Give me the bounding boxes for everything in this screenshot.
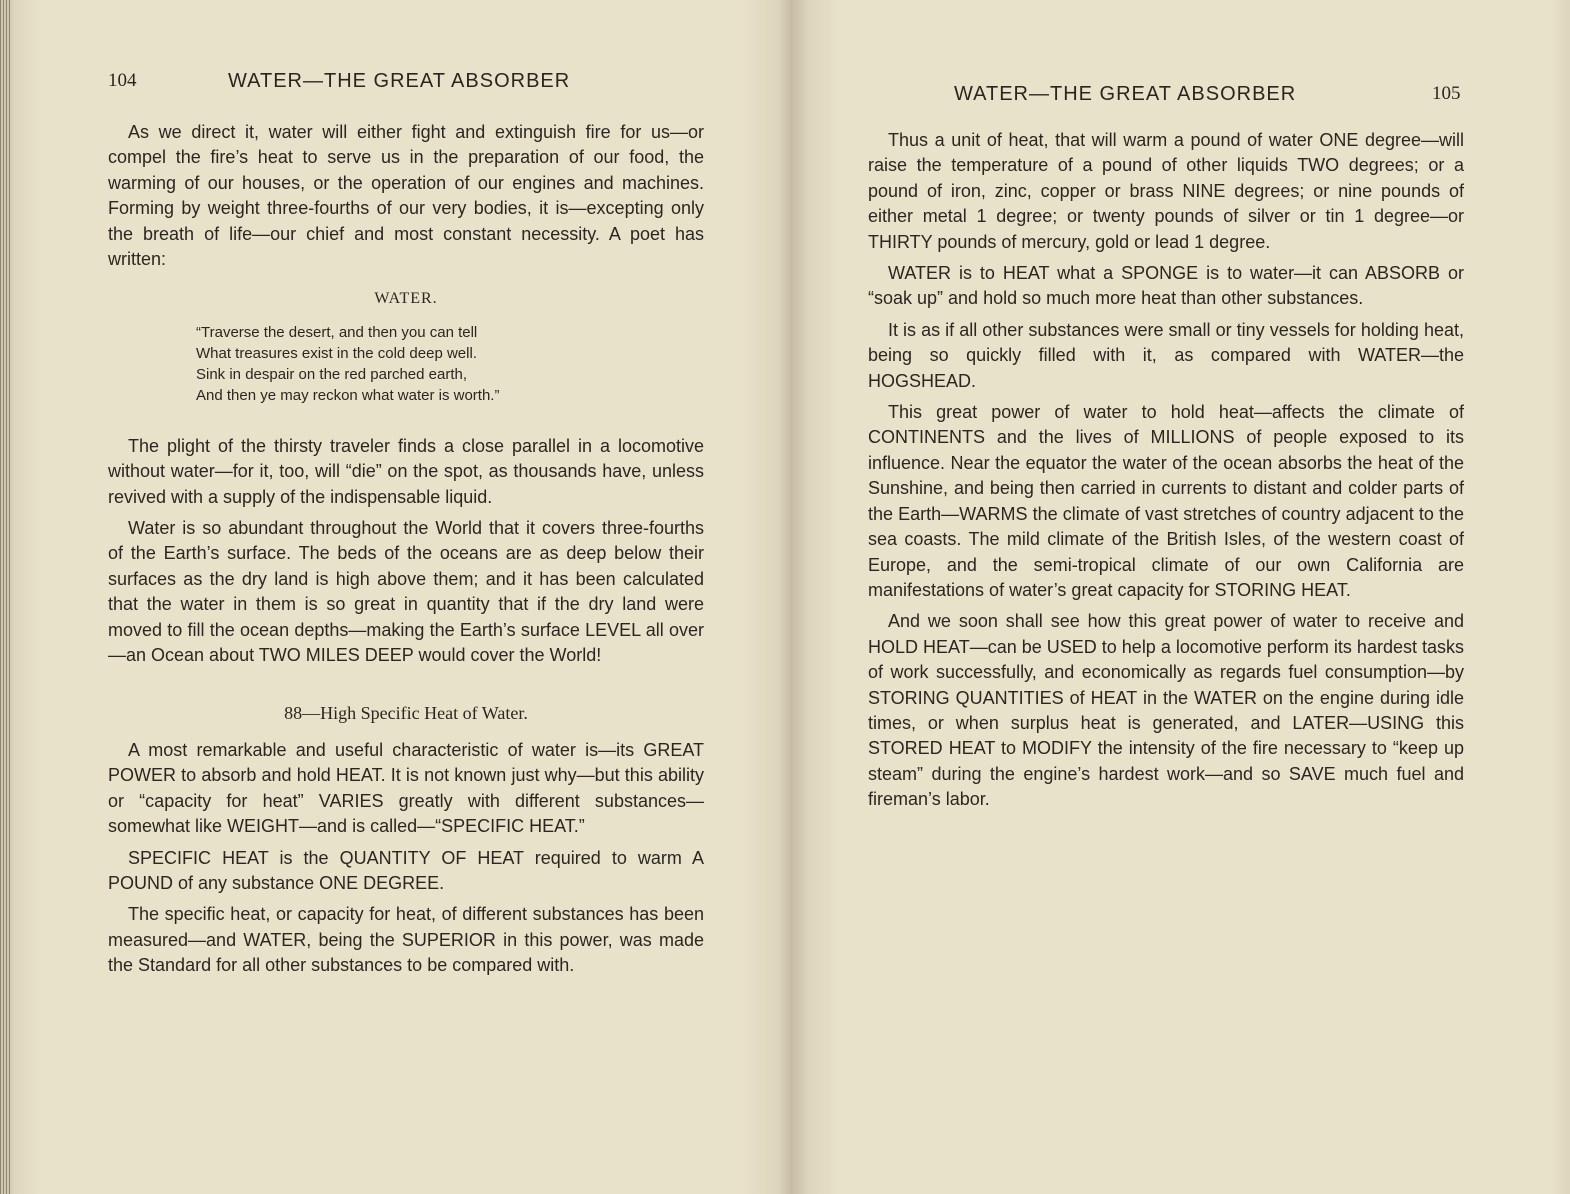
paragraph: The plight of the thirsty traveler finds a close parallel in a locomotive without water—for it, too, will “die” on the spot, as thousands have, unless revived with a supply of the indispensable liquid. [108, 435, 704, 507]
poem-line: What treasures exist in the cold deep well. [196, 344, 477, 362]
paragraph: A most remarkable and useful characteristic of water is—its GREAT POWER to absorb and hold HEAT. It is not known just why—but this ability or “capacity for heat” VARIES greatly with different substances—somewhat like WEIGHT—and is called—“SPECIFIC HEAT.” [108, 739, 704, 837]
poem [196, 322, 704, 406]
paragraph: And we soon shall see how this great power of water to receive and HOLD HEAT—can be USED to help a locomotive perform its hardest tasks of work successfully, and economically as regards fuel consumption—by STORING QUANTITIES of HEAT in the WATER on the engine during idle times, or when surplus heat is generated, and LATER—USING this STORED HEAT to MODIFY the intensity of the fire necessary to “keep up steam” during the engine’s hardest work—and so SAVE much fuel and fireman’s labor. [868, 611, 1464, 810]
section-title: 88—High Specific Heat of Water. [284, 702, 528, 723]
right-page [790, 0, 1570, 1194]
running-head-right: WATER—THE GREAT ABSORBER [954, 83, 1297, 105]
page-number-left: 104 [108, 70, 137, 91]
poem-line: Sink in despair on the red parched earth, [196, 365, 468, 383]
right-page-body [868, 128, 1464, 819]
paragraph: Water is so abundant throughout the World that it covers three-fourths of the Earth’s surface. The beds of the oceans are as deep below their surfaces as the dry land is high above them; and it has been calculated that the water in them is so great in quantity that if the dry land were moved to fill the ocean depths—making the Earth’s surface LEVEL all over—an Ocean about TWO MILES DEEP would cover the World! [108, 518, 704, 666]
poem-line: And then ye may reckon what water is worth.” [196, 386, 500, 404]
running-head-left: WATER—THE GREAT ABSORBER [228, 70, 571, 92]
poem-title: WATER. [374, 290, 438, 308]
paragraph: SPECIFIC HEAT is the QUANTITY OF HEAT required to warm A POUND of any substance ONE DEGREE. [108, 847, 704, 893]
poem-line: “Traverse the desert, and then you can tell [196, 323, 478, 341]
left-page-body [108, 120, 704, 985]
paragraph: WATER is to HEAT what a SPONGE is to water—it can ABSORB or “soak up” and hold so much more heat than other substances. [868, 263, 1464, 309]
paragraph: Thus a unit of heat, that will warm a pound of water ONE degree—will raise the temperature of a pound of other liquids TWO degrees; or a pound of iron, zinc, copper or brass NINE degrees; or nine pounds of either metal 1 degree; or twenty pounds of silver or tin 1 degree—or THIRTY pounds of mercury, gold or lead 1 degree. [868, 130, 1464, 252]
page-number-right: 105 [1432, 83, 1461, 104]
page-edge [0, 0, 10, 1194]
paragraph: This great power of water to hold heat—affects the climate of CONTINENTS and the lives of MILLIONS of people exposed to its influence. Near the equator the water of the ocean absorbs the heat of the Sunshine, and being then carried in currents to distant and colder parts of the Earth—WARMS the climate of vast stretches of country adjacent to the sea coasts. The mild climate of the British Isles, of the western coast of Europe, and the semi-tropical climate of our own California are manifestations of water’s great capacity for STORING HEAT. [868, 402, 1464, 600]
paragraph: As we direct it, water will either fight and extinguish fire for us—or compel the fire’s heat to serve us in the preparation of our food, the warming of our houses, or the operation of our engines and machines. Forming by weight three-fourths of our very bodies, it is—excepting only the breath of life—our chief and most constant necessity. A poet has written: [108, 122, 704, 270]
paragraph: The specific heat, or capacity for heat, of different substances has been measured—and WATER, being the SUPERIOR in this power, was made the Standard for all other substances to be compared with. [108, 904, 704, 976]
paragraph: It is as if all other substances were small or tiny vessels for holding heat, being so quickly filled with it, as compared with WATER—the HOGSHEAD. [868, 319, 1464, 391]
